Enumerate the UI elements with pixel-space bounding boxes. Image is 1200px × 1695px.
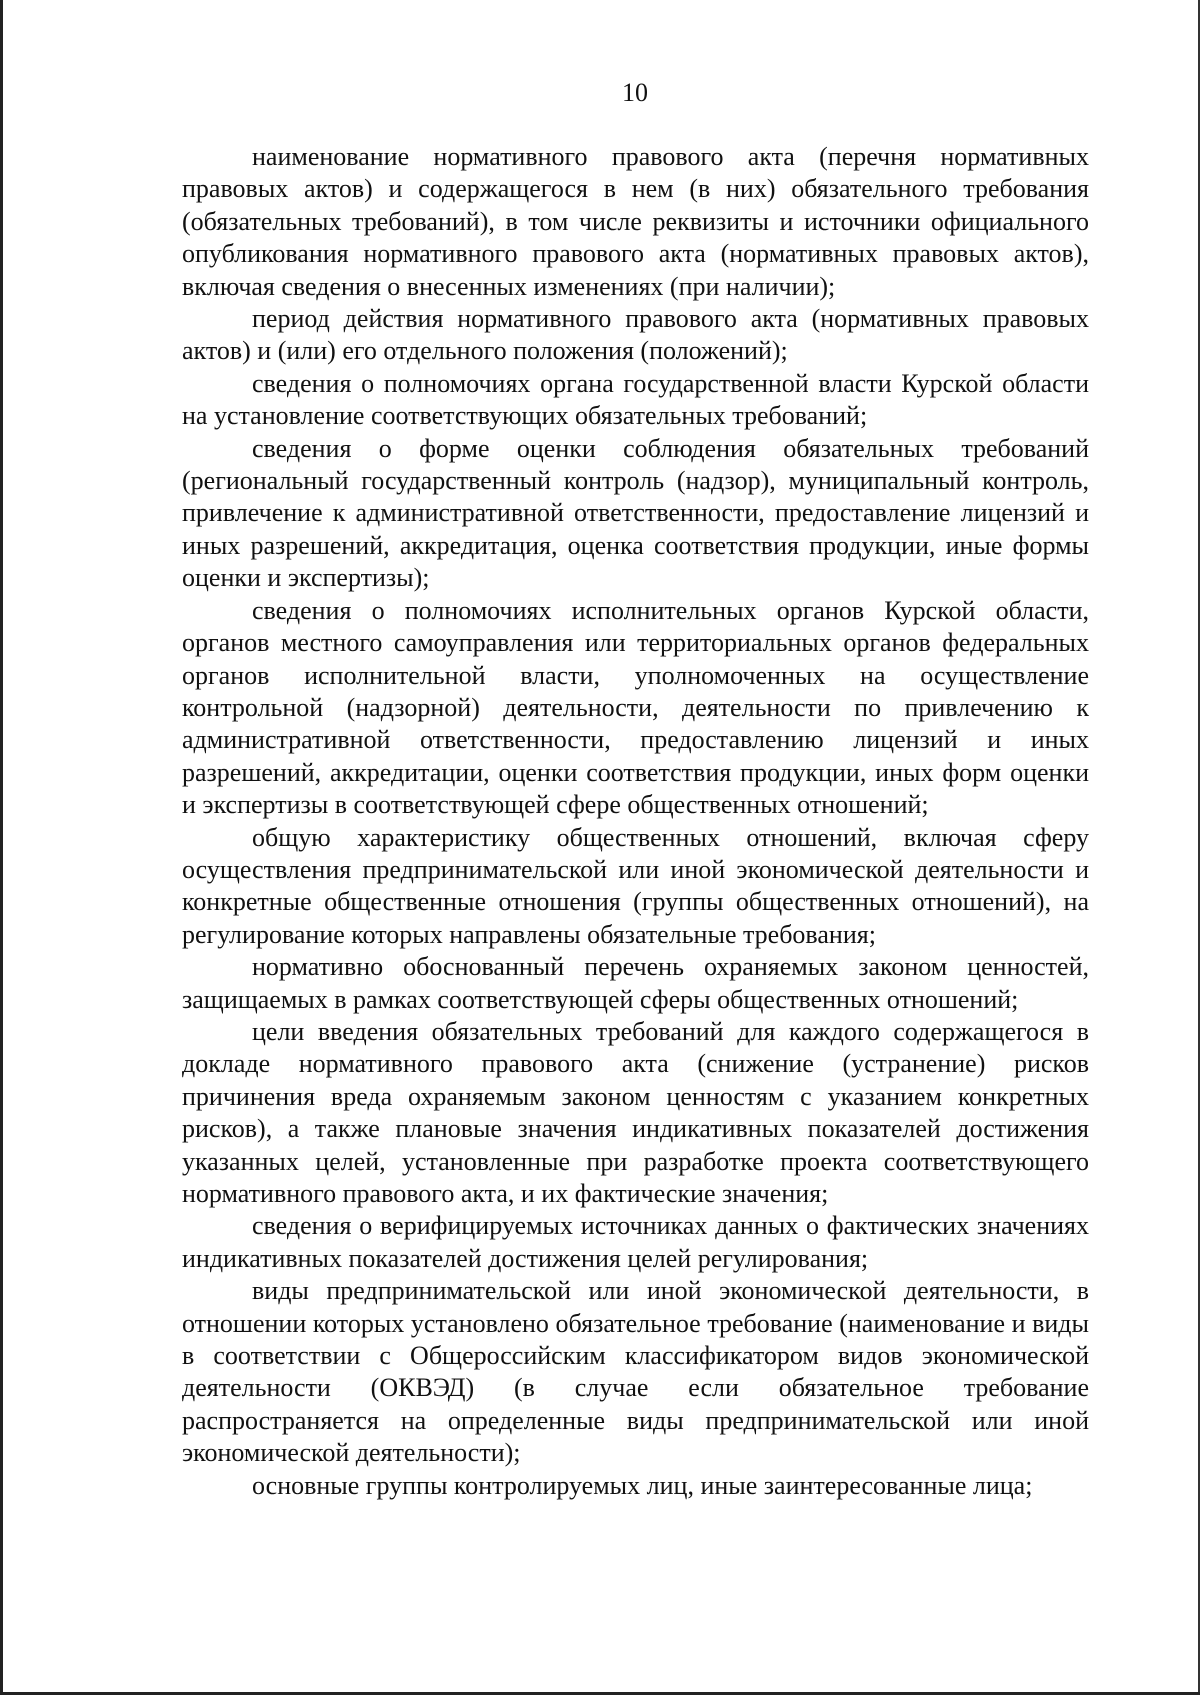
page-number: 10 <box>622 78 648 107</box>
paragraph: общую характеристику общественных отношений, включая сферу осуществления предпринимательской или иной экономической деятельности и конкретные общественные отношения (группы общественных отношений), на регулирование которых направлены обязательные требования; <box>182 822 1089 949</box>
paragraph: основные группы контролируемых лиц, иные заинтересованные лица; <box>252 1470 1033 1500</box>
paragraph: сведения о полномочиях исполнительных органов Курской области, органов местного самоуправления или территориальных органов федеральных органов исполнительной власти, уполномоченных на осуществление контрольной (надзорной) деятельности, деятельности по привлечению к административной ответственности, предоставлению лицензий и иных разрешений, аккредитации, оценки соответствия продукции, иных форм оценки и экспертизы в соответствующей сфере общественных отношений; <box>182 595 1089 820</box>
paragraph: цели введения обязательных требований для каждого содержащегося в докладе нормативного правового акта (снижение (устранение) рисков причинения вреда охраняемым законом ценностям с указанием конкретных рисков), а также плановые значения индикативных показателей достижения указанных целей, установленные при разработке проекта соответствующего нормативного правового акта, и их фактические значения; <box>182 1016 1089 1208</box>
paragraph: наименование нормативного правового акта (перечня нормативных правовых актов) и содержащегося в нем (в них) обязательного требования (обязательных требований), в том числе реквизиты и источники официального опубликования нормативного правового акта (нормативных правовых актов), включая сведения о внесенных изменениях (при наличии); <box>182 142 1089 301</box>
paragraph: сведения о полномочиях органа государственной власти Курской области на установление соответствующих обязательных требований; <box>182 368 1089 431</box>
paragraph: сведения о верифицируемых источниках данных о фактических значениях индикативных показателей достижения целей регулирования; <box>182 1211 1089 1273</box>
paragraph: виды предпринимательской или иной экономической деятельности, в отношении которых установлено обязательное требование (наименование и виды в соответствии с Общероссийским классификатором видов экономической деятельности (ОКВЭД) (в случае если обязательное требование распространяется на определенные виды предпринимательской или иной экономической деятельности); <box>182 1276 1089 1468</box>
paragraph: сведения о форме оценки соблюдения обязательных требований (региональный государственный контроль (надзор), муниципальный контроль, привлечение к административной ответственности, предоставление лицензий и иных разрешений, аккредитация, оценка соответствия продукции, иные формы оценки и экспертизы); <box>182 433 1089 593</box>
paragraph: период действия нормативного правового акта (нормативных правовых актов) и (или) его отдельного положения (положений); <box>182 304 1089 366</box>
paragraph: нормативно обоснованный перечень охраняемых законом ценностей, защищаемых в рамках соответствующей сферы общественных отношений; <box>182 952 1089 1014</box>
document-body <box>182 141 1089 1502</box>
scan-edge-left <box>0 0 3 1695</box>
